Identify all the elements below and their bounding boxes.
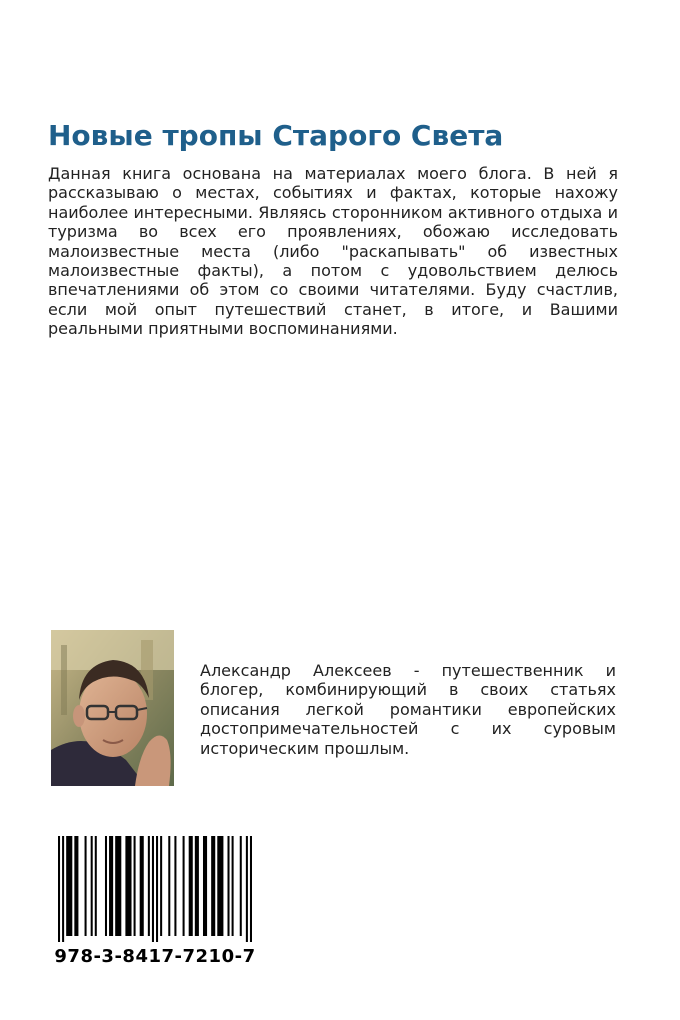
author-photo xyxy=(51,630,174,786)
barcode-bar xyxy=(134,836,136,936)
barcode-bar xyxy=(232,836,234,936)
isbn-number: 978-3-8417-7210-7 xyxy=(54,946,256,967)
barcode-bar xyxy=(115,836,121,936)
barcode-bar xyxy=(109,836,113,936)
book-title: Новые тропы Старого Света xyxy=(48,119,504,152)
barcode-bar xyxy=(195,836,199,936)
barcode-bar xyxy=(152,836,154,942)
barcode-bar xyxy=(156,836,158,942)
barcode-bar xyxy=(240,836,242,936)
barcode-bar xyxy=(211,836,215,936)
barcode-bar xyxy=(125,836,131,936)
barcode-bar xyxy=(217,836,223,936)
barcode-bar xyxy=(203,836,207,936)
barcode-bar xyxy=(160,836,162,936)
barcode-bar xyxy=(250,836,252,942)
barcode-bar xyxy=(168,836,170,936)
book-description: Данная книга основана на материалах моего блога. В ней я рассказываю о местах, событиях и фактах, которые нахожу наиболее интересными. Являясь сторонником активного отдыха и туризма во всех его проявлениях, обожаю исследовать малоизвестные места (либо "раскапывать" об известных малоизвестные факты), а потом с удовольствием делюсь впечатлениями об этом со своими читателями. Буду счастлив, если мой опыт путешествий станет, в итоге, и Вашими реальными приятными воспоминаниями. xyxy=(48,164,618,339)
barcode-bar xyxy=(140,836,144,936)
barcode-bar xyxy=(189,836,193,936)
isbn-barcode xyxy=(50,832,260,972)
barcode-bar xyxy=(58,836,60,942)
barcode-bar xyxy=(174,836,176,936)
barcode-bar xyxy=(227,836,229,936)
barcode-bar xyxy=(91,836,93,936)
barcode-bar xyxy=(105,836,107,936)
barcode-bar xyxy=(62,836,64,942)
barcode-bar xyxy=(85,836,87,936)
barcode-bar xyxy=(66,836,72,936)
author-bio: Александр Алексеев - путешественник и блогер, комбинирующий в своих статьях описания легкой романтики европейских достопримечательностей с их суровым историческим прошлым. xyxy=(200,661,616,758)
barcode-bars xyxy=(58,836,252,942)
barcode-bar xyxy=(148,836,150,936)
barcode-bar xyxy=(183,836,185,936)
barcode-bar xyxy=(246,836,248,942)
barcode-bar xyxy=(74,836,78,936)
barcode-bar xyxy=(95,836,97,936)
